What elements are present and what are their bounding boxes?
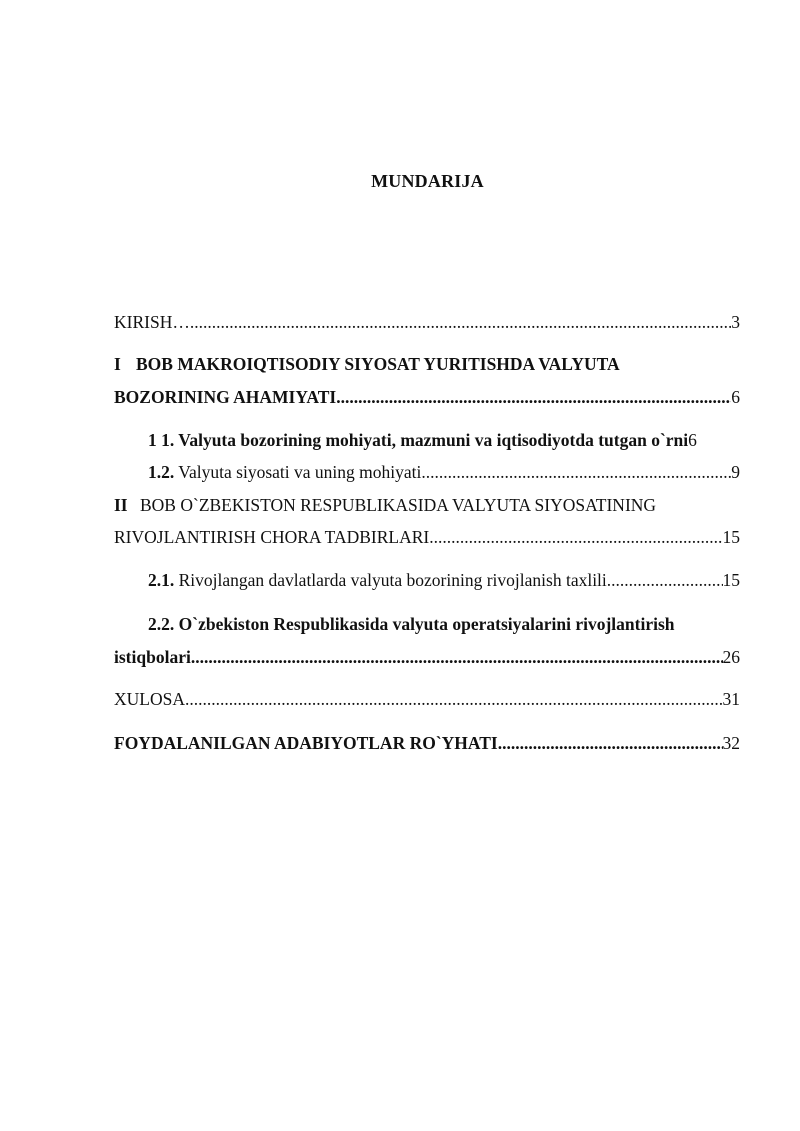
toc-section-2-1[interactable] — [148, 569, 740, 591]
toc-section-number: 2.1. — [148, 570, 175, 590]
toc-section-1-1[interactable] — [148, 429, 740, 451]
toc-page-number: 26 — [722, 647, 740, 667]
toc-page-number: 6 — [731, 387, 740, 407]
toc-section-2-2-line1[interactable] — [148, 613, 740, 635]
toc-leader-dots — [498, 732, 723, 754]
toc-chapter-title-cont: RIVOJLANTIRISH CHORA TADBIRLARI — [114, 527, 430, 547]
toc-page-number: 15 — [722, 527, 740, 547]
toc-leader-dots — [185, 688, 723, 710]
toc-entry-label: FOYDALANILGAN ADABIYOTLAR RO`YHATI — [114, 733, 498, 753]
toc-leader-dots — [429, 526, 722, 548]
toc-leader-dots — [421, 461, 731, 483]
toc-entry-label: XULOSA — [114, 689, 185, 709]
toc-page-number: 31 — [722, 689, 740, 709]
toc-page-number: 9 — [731, 462, 740, 482]
toc-entry-kirish[interactable] — [114, 311, 740, 333]
toc-chapter-number: I — [114, 354, 121, 374]
toc-chapter-1-line2[interactable] — [114, 386, 740, 408]
toc-entry-label: KIRISH… — [114, 312, 190, 332]
toc-page-number: 6 — [688, 430, 697, 450]
toc-chapter-number: II — [114, 495, 128, 515]
toc-entry-adabiyotlar[interactable] — [114, 732, 740, 754]
toc-page-number: 15 — [722, 570, 740, 590]
toc-section-label: Rivojlangan davlatlarda valyuta bozorining rivojlanish taxlili — [174, 570, 607, 590]
toc-entry-xulosa[interactable] — [114, 688, 740, 710]
toc-chapter-1-line1[interactable] — [114, 353, 740, 375]
toc-section-label-cont: istiqbolari — [114, 647, 191, 667]
toc-leader-dots — [336, 386, 731, 408]
toc-section-label: 1 1. Valyuta bozorining mohiyati, mazmuni va iqtisodiyotda tutgan o`rni — [148, 430, 689, 450]
page-title: MUNDARIJA — [371, 171, 484, 191]
toc-chapter-2-line2[interactable] — [114, 526, 740, 548]
toc-chapter-title: BOB MAKROIQTISODIY SIYOSAT YURITISHDA VALYUTA — [136, 354, 620, 374]
toc-leader-dots — [191, 646, 723, 668]
toc-leader-dots — [607, 569, 723, 591]
toc-chapter-title: BOB O`ZBEKISTON RESPUBLIKASIDA VALYUTA SIYOSATINING — [140, 495, 657, 515]
toc-leader-dots — [190, 311, 731, 333]
toc-section-2-2-line2[interactable] — [114, 646, 740, 668]
toc-section-label: 2.2. O`zbekiston Respublikasida valyuta operatsiyalarini rivojlantirish — [148, 614, 675, 634]
toc-section-label: Valyuta siyosati va uning mohiyati — [174, 462, 422, 482]
toc-section-number: 1.2. — [148, 462, 175, 482]
toc-section-1-2[interactable] — [148, 461, 740, 483]
toc-page-number: 32 — [722, 733, 740, 753]
toc-chapter-2-line1[interactable] — [114, 494, 740, 516]
toc-chapter-title-cont: BOZORINING AHAMIYATI — [114, 387, 337, 407]
toc-page-number: 3 — [731, 312, 740, 332]
